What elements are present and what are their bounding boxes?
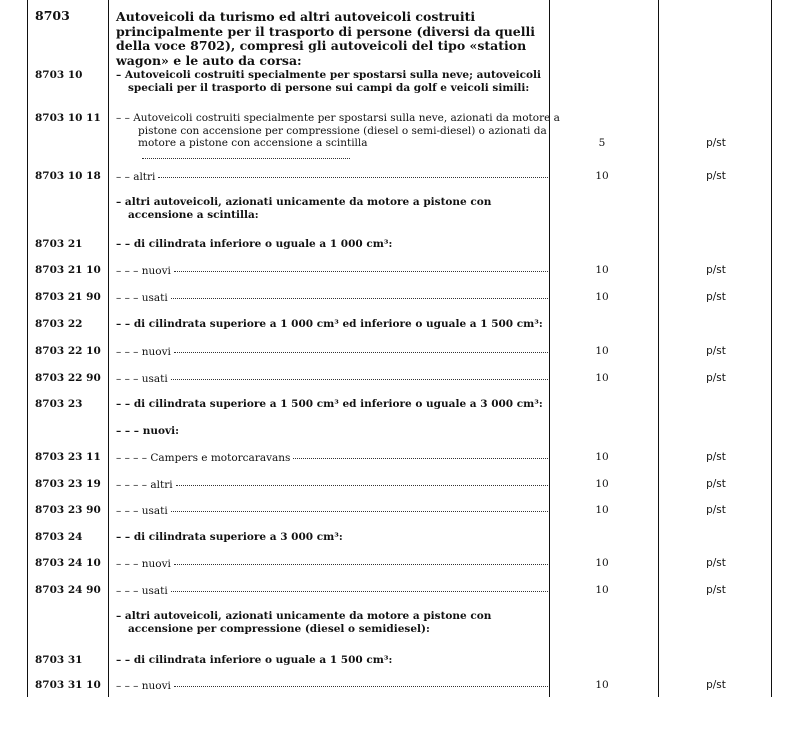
column-divider bbox=[108, 0, 109, 697]
heading-code: 8703 bbox=[35, 8, 70, 23]
row-code: 8703 24 bbox=[35, 531, 83, 543]
row-prefix: – bbox=[116, 69, 125, 81]
row-prefix: – – – – bbox=[116, 452, 151, 464]
dot-leader bbox=[176, 476, 548, 486]
row-text: altri bbox=[150, 479, 173, 491]
row-description bbox=[116, 504, 548, 518]
row-text: usati bbox=[141, 292, 168, 304]
dot-leader bbox=[142, 150, 350, 159]
column-divider bbox=[658, 0, 659, 697]
duty-rate: 10 bbox=[595, 451, 609, 463]
duty-rate: 10 bbox=[595, 557, 609, 569]
row-line bbox=[116, 170, 548, 184]
row-line bbox=[116, 679, 548, 693]
row-code: 8703 21 10 bbox=[35, 264, 101, 276]
row-prefix: – – – – bbox=[116, 479, 151, 491]
row-text: nuovi bbox=[141, 346, 171, 358]
row-description bbox=[116, 238, 570, 251]
row-line bbox=[116, 584, 548, 598]
row-description bbox=[116, 264, 548, 278]
row-text: altri autoveicoli, azionati unicamente da motore a pistone con accensione a scintilla: bbox=[124, 196, 492, 221]
row-description bbox=[116, 654, 570, 667]
row-prefix: – bbox=[116, 196, 125, 208]
row-description bbox=[116, 170, 548, 184]
duty-rate: 10 bbox=[595, 679, 609, 691]
dot-leader bbox=[293, 449, 548, 459]
row-line bbox=[116, 504, 548, 518]
row-description bbox=[116, 451, 548, 465]
row-prefix: – – bbox=[116, 112, 134, 124]
row-code: 8703 10 11 bbox=[35, 112, 101, 124]
row-prefix: – – – bbox=[116, 346, 142, 358]
row-code: 8703 24 10 bbox=[35, 557, 101, 569]
row-description bbox=[116, 372, 548, 386]
row-text: nuovi bbox=[141, 558, 171, 570]
row-code: 8703 31 10 bbox=[35, 679, 101, 691]
dot-leader bbox=[174, 262, 548, 272]
row-code: 8703 22 90 bbox=[35, 372, 101, 384]
row-description bbox=[116, 478, 548, 492]
row-line bbox=[116, 557, 548, 571]
duty-rate: 10 bbox=[595, 264, 609, 276]
supplementary-unit: p/st bbox=[706, 137, 726, 149]
row-text: usati bbox=[141, 505, 168, 517]
row-text: di cilindrata superiore a 3 000 cm³: bbox=[133, 531, 343, 543]
dot-leader bbox=[174, 677, 548, 687]
row-description bbox=[116, 112, 570, 162]
dot-leader bbox=[174, 343, 548, 353]
column-divider bbox=[771, 0, 772, 697]
supplementary-unit: p/st bbox=[706, 451, 726, 463]
supplementary-unit: p/st bbox=[706, 372, 726, 384]
duty-rate: 10 bbox=[595, 345, 609, 357]
row-text: di cilindrata inferiore o uguale a 1 500 cm³: bbox=[133, 654, 393, 666]
supplementary-unit: p/st bbox=[706, 504, 726, 516]
dot-leader bbox=[171, 502, 548, 512]
row-description bbox=[116, 318, 570, 331]
row-prefix: – – – bbox=[116, 265, 142, 277]
duty-rate: 5 bbox=[598, 137, 606, 149]
row-prefix: – – bbox=[116, 171, 134, 183]
row-code: 8703 23 19 bbox=[35, 478, 101, 490]
supplementary-unit: p/st bbox=[706, 291, 726, 303]
row-prefix: – – – bbox=[116, 680, 142, 692]
row-text: di cilindrata inferiore o uguale a 1 000 cm³: bbox=[133, 238, 393, 250]
supplementary-unit: p/st bbox=[706, 478, 726, 490]
row-description bbox=[116, 610, 560, 635]
row-text: nuovi: bbox=[142, 425, 179, 437]
row-prefix: – – bbox=[116, 318, 134, 330]
row-prefix: – – – bbox=[116, 558, 142, 570]
duty-rate: 10 bbox=[595, 478, 609, 490]
row-prefix: – – – bbox=[116, 292, 142, 304]
dot-leader bbox=[158, 168, 548, 178]
row-code: 8703 23 90 bbox=[35, 504, 101, 516]
row-code: 8703 22 10 bbox=[35, 345, 101, 357]
row-prefix: – – bbox=[116, 531, 134, 543]
row-text: Autoveicoli costruiti specialmente per spostarsi sulla neve; autoveicoli speciali per il trasporto di persone sui campi da golf e veicoli simili: bbox=[124, 69, 542, 94]
row-prefix: – – bbox=[116, 654, 134, 666]
row-code: 8703 23 11 bbox=[35, 451, 101, 463]
row-line bbox=[116, 345, 548, 359]
row-text: di cilindrata superiore a 1 500 cm³ ed inferiore o uguale a 3 000 cm³: bbox=[133, 398, 543, 410]
duty-rate: 10 bbox=[595, 584, 609, 596]
row-text: nuovi bbox=[141, 680, 171, 692]
supplementary-unit: p/st bbox=[706, 679, 726, 691]
row-text: altri autoveicoli, azionati unicamente da motore a pistone con accensione per compressione (diesel o semidiesel): bbox=[124, 610, 492, 635]
dot-leader bbox=[171, 582, 548, 592]
duty-rate: 10 bbox=[595, 372, 609, 384]
row-prefix: – – bbox=[116, 398, 134, 410]
row-description bbox=[116, 398, 570, 411]
row-text: nuovi bbox=[141, 265, 171, 277]
row-line bbox=[116, 291, 548, 305]
duty-rate: 10 bbox=[595, 170, 609, 182]
row-text: di cilindrata superiore a 1 000 cm³ ed inferiore o uguale a 1 500 cm³: bbox=[133, 318, 543, 330]
row-description bbox=[116, 425, 570, 438]
row-line bbox=[116, 372, 548, 386]
dot-leader bbox=[171, 289, 548, 299]
row-code: 8703 22 bbox=[35, 318, 83, 330]
supplementary-unit: p/st bbox=[706, 345, 726, 357]
row-prefix: – – – bbox=[116, 425, 143, 437]
row-code: 8703 10 bbox=[35, 69, 83, 81]
row-code: 8703 21 90 bbox=[35, 291, 101, 303]
row-prefix: – bbox=[116, 610, 125, 622]
row-code: 8703 24 90 bbox=[35, 584, 101, 596]
dot-leader bbox=[171, 370, 548, 380]
row-text: usati bbox=[141, 373, 168, 385]
row-description bbox=[116, 291, 548, 305]
column-divider bbox=[549, 0, 550, 697]
row-code: 8703 23 bbox=[35, 398, 83, 410]
dot-leader bbox=[174, 555, 548, 565]
row-prefix: – – – bbox=[116, 585, 142, 597]
row-description bbox=[116, 345, 548, 359]
supplementary-unit: p/st bbox=[706, 557, 726, 569]
row-code: 8703 31 bbox=[35, 654, 83, 666]
row-line bbox=[116, 478, 548, 492]
row-description bbox=[116, 531, 570, 544]
duty-rate: 10 bbox=[595, 504, 609, 516]
row-text: Campers e motorcaravans bbox=[150, 452, 291, 464]
supplementary-unit: p/st bbox=[706, 584, 726, 596]
row-prefix: – – – bbox=[116, 505, 142, 517]
row-prefix: – – bbox=[116, 238, 134, 250]
row-text: Autoveicoli costruiti specialmente per spostarsi sulla neve, azionati da motore a pistone con accensione per compressione (diesel o semi-diesel) o azionati da motore a pistone con accensione a scintilla bbox=[133, 112, 560, 149]
heading-description: Autoveicoli da turismo ed altri autoveicoli costruiti principalmente per il trasporto di persone (diversi da quelli della voce 8702), compresi gli autoveicoli del tipo «station wagon» e le auto da corsa: bbox=[116, 9, 536, 68]
row-description bbox=[116, 679, 548, 693]
row-line bbox=[116, 451, 548, 465]
column-divider bbox=[27, 0, 28, 697]
row-description bbox=[116, 196, 560, 221]
row-prefix: – – – bbox=[116, 373, 142, 385]
row-code: 8703 10 18 bbox=[35, 170, 101, 182]
row-line bbox=[116, 264, 548, 278]
duty-rate: 10 bbox=[595, 291, 609, 303]
row-text: usati bbox=[141, 585, 168, 597]
supplementary-unit: p/st bbox=[706, 264, 726, 276]
row-code: 8703 21 bbox=[35, 238, 83, 250]
row-description bbox=[116, 557, 548, 571]
row-description bbox=[116, 584, 548, 598]
supplementary-unit: p/st bbox=[706, 170, 726, 182]
row-description bbox=[116, 69, 560, 94]
row-text: altri bbox=[133, 171, 156, 183]
